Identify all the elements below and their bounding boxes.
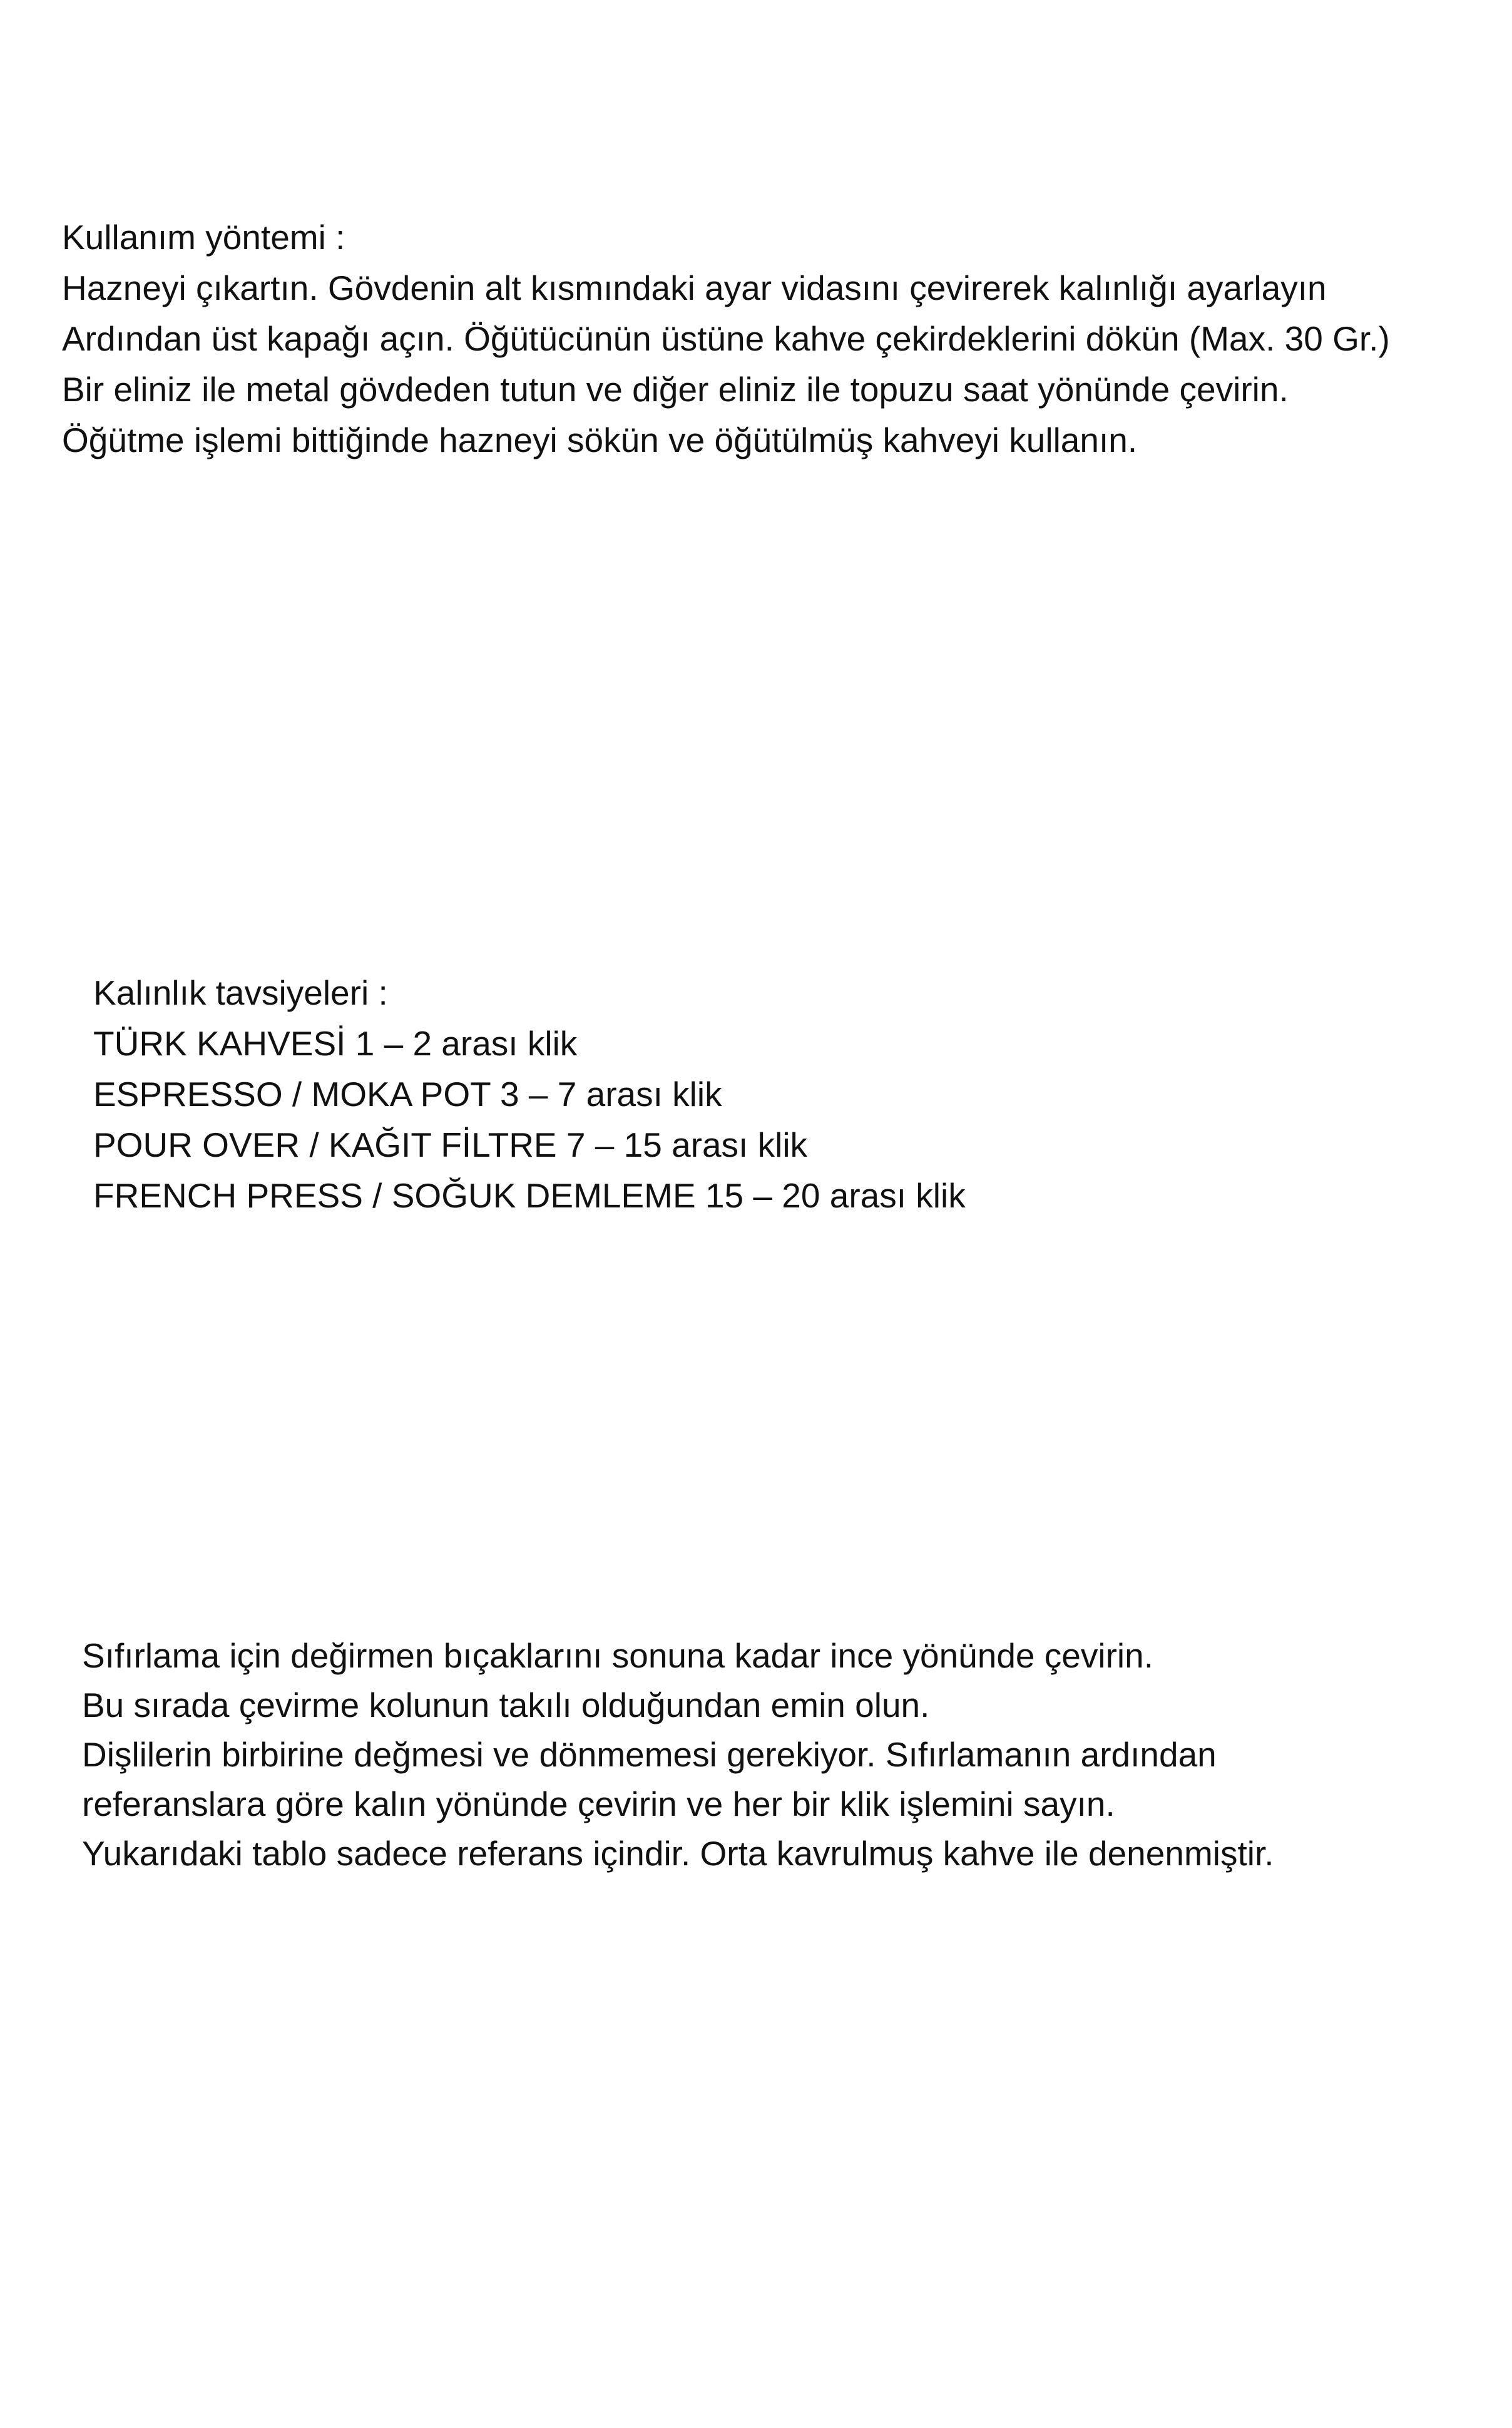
reset-line: Sıfırlama için değirmen bıçaklarını sonuna kadar ince yönünde çevirin. — [82, 1636, 1154, 1675]
reset-line: Dişlilerin birbirine değmesi ve dönmemesi gerekiyor. Sıfırlamanın ardından — [82, 1735, 1217, 1774]
reset-line: Yukarıdaki tablo sadece referans içindir. Orta kavrulmuş kahve ile denenmiştir. — [82, 1834, 1274, 1873]
reset-line: Bu sırada çevirme kolunun takılı olduğundan emin olun. — [82, 1686, 930, 1724]
usage-line: Hazneyi çıkartın. Gövdenin alt kısmındaki ayar vidasını çevirerek kalınlığı ayarlayın — [62, 269, 1327, 307]
usage-instructions — [62, 212, 1512, 466]
thickness-heading: Kalınlık tavsiyeleri : — [93, 973, 388, 1012]
thickness-item: FRENCH PRESS / SOĞUK DEMLEME 15 – 20 arası klik — [93, 1176, 966, 1215]
thickness-recommendations — [93, 968, 966, 1221]
usage-heading: Kullanım yöntemi : — [62, 218, 345, 257]
thickness-item: POUR OVER / KAĞIT FİLTRE 7 – 15 arası klik — [93, 1125, 808, 1164]
usage-line: Öğütme işlemi bittiğinde hazneyi sökün ve öğütülmüş kahveyi kullanın. — [62, 421, 1138, 459]
thickness-item: ESPRESSO / MOKA POT 3 – 7 arası klik — [93, 1075, 722, 1114]
reset-line: referanslara göre kalın yönünde çevirin ve her bir klik işlemini sayın. — [82, 1785, 1115, 1823]
reset-instructions — [82, 1631, 1274, 1878]
thickness-item: TÜRK KAHVESİ 1 – 2 arası klik — [93, 1024, 578, 1063]
usage-line: Ardından üst kapağı açın. Öğütücünün üstüne kahve çekirdeklerini dökün (Max. 30 Gr.) — [62, 319, 1390, 358]
usage-line: Bir eliniz ile metal gövdeden tutun ve diğer eliniz ile topuzu saat yönünde çevirin. — [62, 370, 1289, 409]
